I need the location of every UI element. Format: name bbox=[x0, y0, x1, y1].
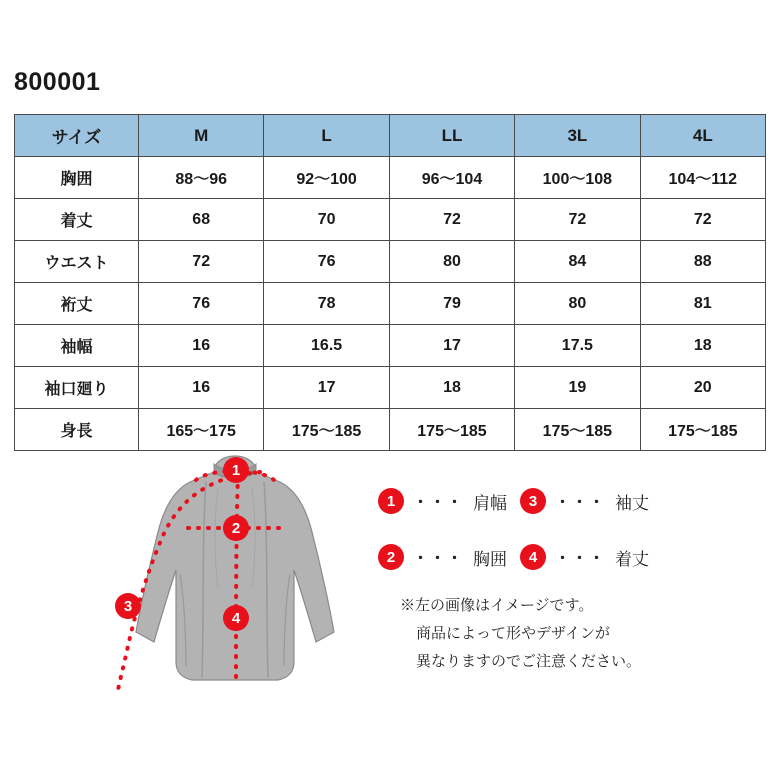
cell-6-3: 175〜185 bbox=[515, 409, 640, 451]
legend-label-3: 袖丈 bbox=[615, 493, 650, 513]
header-size-2: LL bbox=[389, 115, 514, 157]
legend-row-2 bbox=[378, 544, 678, 570]
cell-6-4: 175〜185 bbox=[640, 409, 765, 451]
marker-3 bbox=[115, 593, 141, 619]
marker-2 bbox=[223, 515, 249, 541]
cell-5-4: 20 bbox=[640, 367, 765, 409]
svg-text:4: 4 bbox=[231, 610, 241, 627]
cell-6-2: 175〜185 bbox=[389, 409, 514, 451]
measure-length-line bbox=[236, 476, 238, 678]
garment-illustration bbox=[110, 448, 360, 708]
cell-0-2: 96〜104 bbox=[389, 157, 514, 199]
table-row bbox=[15, 241, 766, 283]
header-size-label: サイズ bbox=[15, 115, 139, 157]
cell-6-0: 165〜175 bbox=[139, 409, 264, 451]
table-row bbox=[15, 157, 766, 199]
cell-4-2: 17 bbox=[389, 325, 514, 367]
cell-6-1: 175〜185 bbox=[264, 409, 389, 451]
cell-5-1: 17 bbox=[264, 367, 389, 409]
note-line-2: 商品によって形やデザインが bbox=[416, 625, 610, 642]
cell-0-1: 92〜100 bbox=[264, 157, 389, 199]
legend-row-1 bbox=[378, 488, 678, 514]
table-row bbox=[15, 325, 766, 367]
row-label-5: 袖口廻り bbox=[15, 367, 139, 409]
disclaimer-note bbox=[400, 592, 730, 676]
note-line-3: 異なりますのでご注意ください。 bbox=[416, 653, 642, 670]
cell-4-0: 16 bbox=[139, 325, 264, 367]
legend-label-4: 着丈 bbox=[615, 549, 650, 569]
legend-dots-4: ・・・ bbox=[555, 549, 607, 567]
cell-3-3: 80 bbox=[515, 283, 640, 325]
legend-label-1: 肩幅 bbox=[473, 493, 508, 513]
note-line-1: ※左の画像はイメージです。 bbox=[400, 597, 594, 614]
legend-item-3 bbox=[520, 488, 662, 514]
cell-5-2: 18 bbox=[389, 367, 514, 409]
garment-svg bbox=[110, 448, 360, 708]
cell-3-0: 76 bbox=[139, 283, 264, 325]
cell-2-0: 72 bbox=[139, 241, 264, 283]
legend-item-2 bbox=[378, 544, 520, 570]
row-label-6: 身長 bbox=[15, 409, 139, 451]
cell-1-4: 72 bbox=[640, 199, 765, 241]
svg-text:1: 1 bbox=[231, 462, 241, 479]
row-label-3: 裄丈 bbox=[15, 283, 139, 325]
legend-dots-2: ・・・ bbox=[413, 549, 465, 567]
legend-dots-1: ・・・ bbox=[413, 493, 465, 511]
legend-badge-2: 2 bbox=[378, 544, 404, 570]
legend-badge-4: 4 bbox=[520, 544, 546, 570]
legend-item-4 bbox=[520, 544, 662, 570]
cell-3-2: 79 bbox=[389, 283, 514, 325]
legend-label-2: 胸囲 bbox=[473, 549, 508, 569]
cell-2-4: 88 bbox=[640, 241, 765, 283]
legend-badge-3: 3 bbox=[520, 488, 546, 514]
marker-1 bbox=[223, 457, 249, 483]
cell-1-0: 68 bbox=[139, 199, 264, 241]
svg-text:2: 2 bbox=[231, 520, 241, 537]
cell-1-3: 72 bbox=[515, 199, 640, 241]
header-size-3: 3L bbox=[515, 115, 640, 157]
cell-1-1: 70 bbox=[264, 199, 389, 241]
cell-3-1: 78 bbox=[264, 283, 389, 325]
cell-4-3: 17.5 bbox=[515, 325, 640, 367]
legend-item-1 bbox=[378, 488, 520, 514]
svg-text:3: 3 bbox=[123, 598, 133, 615]
cell-0-4: 104〜112 bbox=[640, 157, 765, 199]
size-table-head bbox=[15, 115, 766, 157]
cell-4-4: 18 bbox=[640, 325, 765, 367]
table-row bbox=[15, 283, 766, 325]
header-size-4: 4L bbox=[640, 115, 765, 157]
cell-5-0: 16 bbox=[139, 367, 264, 409]
row-label-4: 袖幅 bbox=[15, 325, 139, 367]
table-header-row bbox=[15, 115, 766, 157]
header-size-1: L bbox=[264, 115, 389, 157]
table-row bbox=[15, 409, 766, 451]
header-size-0: M bbox=[139, 115, 264, 157]
table-row bbox=[15, 367, 766, 409]
marker-4 bbox=[223, 605, 249, 631]
cell-2-2: 80 bbox=[389, 241, 514, 283]
table-row bbox=[15, 199, 766, 241]
row-label-2: ウエスト bbox=[15, 241, 139, 283]
size-table-body bbox=[15, 157, 766, 451]
size-table bbox=[14, 114, 766, 451]
cell-4-1: 16.5 bbox=[264, 325, 389, 367]
legend-badge-1: 1 bbox=[378, 488, 404, 514]
row-label-1: 着丈 bbox=[15, 199, 139, 241]
row-label-0: 胸囲 bbox=[15, 157, 139, 199]
cell-1-2: 72 bbox=[389, 199, 514, 241]
cell-0-3: 100〜108 bbox=[515, 157, 640, 199]
cell-2-1: 76 bbox=[264, 241, 389, 283]
cell-0-0: 88〜96 bbox=[139, 157, 264, 199]
product-code: 800001 bbox=[14, 68, 101, 96]
legend bbox=[378, 488, 678, 600]
legend-dots-3: ・・・ bbox=[555, 493, 607, 511]
cell-3-4: 81 bbox=[640, 283, 765, 325]
cell-5-3: 19 bbox=[515, 367, 640, 409]
cell-2-3: 84 bbox=[515, 241, 640, 283]
